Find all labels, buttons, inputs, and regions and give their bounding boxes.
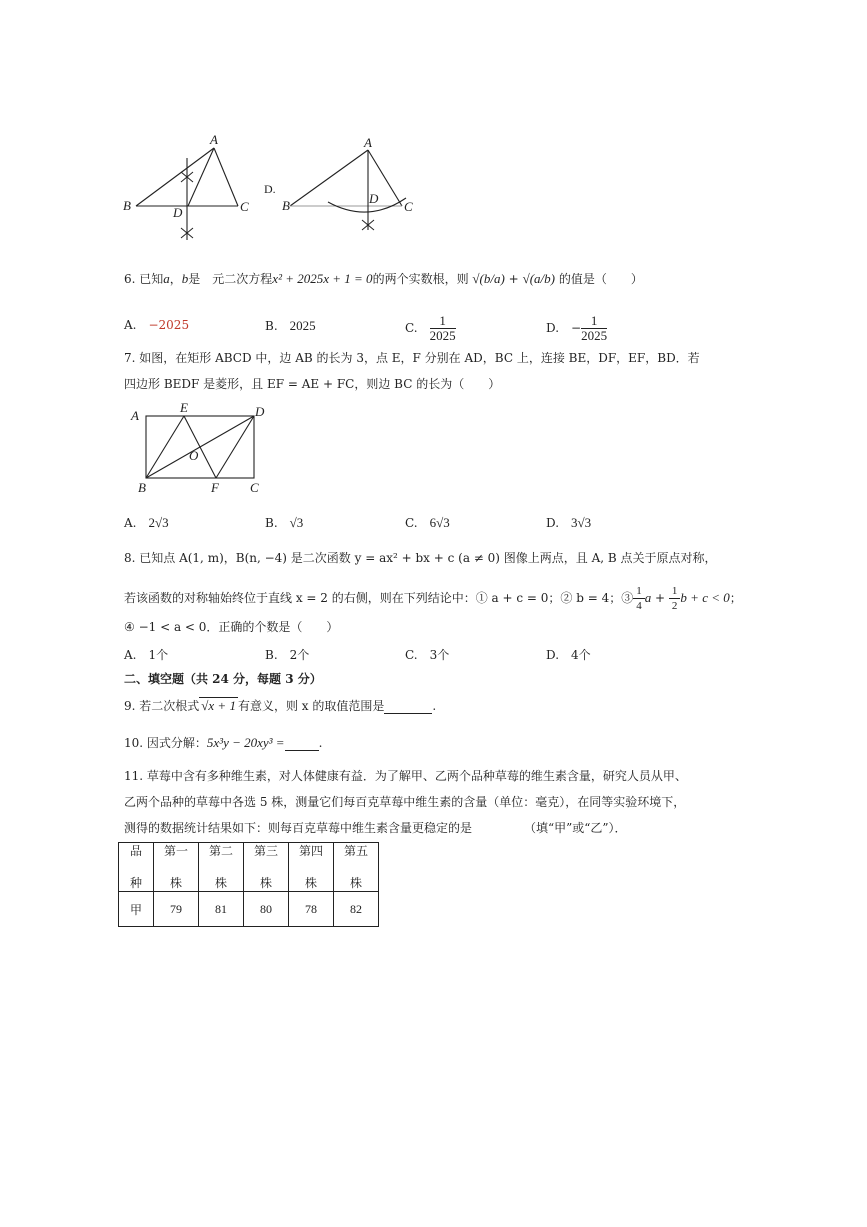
vertex-b-label: B <box>123 198 131 213</box>
q8-line-2-pre: 若该函数的对称轴始终位于直线 x = 2 的右侧，则在下列结论中：① a + c = 0；② b = 4；③ <box>124 591 634 605</box>
question-8-line-3: ④ −1 < a < 0．正确的个数是（ ） <box>124 620 339 634</box>
table-cell: 78 <box>289 892 334 927</box>
q6-mid: 是 元二次方程 <box>188 272 273 286</box>
rect-b-label: B <box>138 480 146 495</box>
option-d-label: D. <box>264 182 276 196</box>
q7-rectangle-figure <box>126 400 276 500</box>
q10-pre: 10. 因式分解： <box>124 736 207 750</box>
q8-option-a[interactable]: A. 1个 <box>124 648 169 662</box>
q11-line-3-post: （填“甲”或“乙”）． <box>524 821 627 835</box>
vertex-a-label: A <box>364 136 372 150</box>
q6-sqrt-expr-2: √(a/b) <box>522 271 555 286</box>
q5-figure-c <box>118 128 258 248</box>
q5-figure-d <box>280 136 420 236</box>
q6-prefix: 6. 已知 <box>124 272 164 286</box>
q8-quarter-fraction: $\frac{1}{4}$ <box>633 584 645 613</box>
rect-f-label: F <box>211 480 219 495</box>
question-8-line-2: 若该函数的对称轴始终位于直线 x = 2 的右侧，则在下列结论中：① a + c = 0；② b = 4；③ $\frac{1}{4}$ a + $\frac{1}{2}$ b + c < 0； <box>124 585 742 612</box>
q6-option-c[interactable]: C. $\frac{1}{2025}$ <box>405 313 456 343</box>
table-cell: 甲 <box>119 892 154 927</box>
q8-option-c[interactable]: C. 3个 <box>405 648 450 662</box>
vertex-d-label: D <box>173 205 183 220</box>
q6-suffix: 的值是（ ） <box>558 272 643 286</box>
q6-var-b: b <box>181 271 189 286</box>
table-cell: 82 <box>334 892 379 927</box>
q6-option-b[interactable]: B. 2025 <box>265 318 316 333</box>
q9-pre: 9. 若二次根式 <box>124 699 200 713</box>
q6-plus: + <box>508 272 519 286</box>
table-header-cell: 第一 株 <box>154 843 199 892</box>
vertex-b-label: B <box>282 198 290 213</box>
rect-a-label: A <box>131 408 139 423</box>
q6-equation: x² + 2025x + 1 = 0 <box>272 271 373 286</box>
question-7-line-1: 7. 如图，在矩形 ABCD 中，边 AB 的长为 3，点 E，F 分别在 AD，BC 上，连接 BE，DF，EF，BD．若 <box>124 351 700 365</box>
q10-answer-blank[interactable] <box>285 738 319 751</box>
q6-option-a[interactable]: A. −2025 <box>124 318 190 332</box>
table-header-cell: 第五 株 <box>334 843 379 892</box>
q6-var-a: a <box>163 271 170 286</box>
vertex-d-label: D <box>369 191 379 206</box>
q11-line-3-pre: 测得的数据统计结果如下：则每百克草莓中维生素含量更稳定的是 <box>124 821 473 835</box>
section-fill-in-title: 二、填空题（共 24 分，每题 3 分） <box>124 672 322 686</box>
q7-option-b[interactable]: B. √3 <box>265 515 304 530</box>
vertex-c-label: C <box>240 199 249 214</box>
q8-half-fraction: $\frac{1}{2}$ <box>669 584 681 613</box>
table-row <box>119 892 379 927</box>
q9-answer-blank[interactable] <box>384 701 432 714</box>
question-11-line-3 <box>124 820 627 836</box>
q7-option-d[interactable]: D. 3√3 <box>546 515 592 530</box>
q7-option-c[interactable]: C. 6√3 <box>405 515 450 530</box>
question-6-stem <box>124 271 643 287</box>
vertex-c-label: C <box>404 199 413 214</box>
q6-sqrt-expr-1: √(b/a) <box>472 271 505 286</box>
table-cell: 81 <box>199 892 244 927</box>
question-7-line-2: 四边形 BEDF 是菱形，且 EF = AE + FC，则边 BC 的长为（ ） <box>124 377 501 391</box>
q8-option-d[interactable]: D. 4个 <box>546 648 591 662</box>
q8-option-b[interactable]: B. 2个 <box>265 648 310 662</box>
q10-expression: 5x³y − 20xy³ = <box>206 735 285 750</box>
question-10 <box>124 735 322 751</box>
rect-c-label: C <box>250 480 259 495</box>
vitamin-data-table <box>118 842 379 927</box>
table-cell: 79 <box>154 892 199 927</box>
question-8-line-1: 8. 已知点 A(1, m)，B(n, −4) 是二次函数 y = ax² + bx + c (a ≠ 0) 图像上两点，且 A, B 点关于原点对称， <box>124 551 717 565</box>
q8-line-2-post: ； <box>729 591 742 605</box>
table-cell: 80 <box>244 892 289 927</box>
table-header-cell: 第四 株 <box>289 843 334 892</box>
q6-sep: ， <box>169 272 182 286</box>
rect-o-label: O <box>189 448 199 463</box>
question-11-line-2: 乙两个品种的草莓中各选 5 株，测量它们每百克草莓中维生素的含量（单位：毫克），在同等实验环境下， <box>124 795 686 809</box>
table-header-cell: 第二 株 <box>199 843 244 892</box>
q10-end: . <box>318 736 323 750</box>
rect-d-label: D <box>255 404 265 419</box>
question-11-line-1: 11. 草莓中含有多种维生素，对人体健康有益．为了解甲、乙两个品种草莓的维生素含量，研究人员从甲、 <box>124 769 687 783</box>
q9-radicand: √x + 1 <box>201 698 236 713</box>
q9-post: 有意义，则 x 的取值范围是 <box>237 699 385 713</box>
q9-end: . <box>432 699 437 713</box>
q6-after-eq: 的两个实数根，则 <box>372 272 469 286</box>
rect-e-label: E <box>180 400 188 415</box>
q6-option-d[interactable]: D. − $\frac{1}{2025}$ <box>546 313 608 343</box>
question-9 <box>124 698 436 714</box>
q7-option-a[interactable]: A. 2√3 <box>124 515 169 530</box>
table-header-cell: 品 种 <box>119 843 154 892</box>
vertex-a-label: A <box>210 132 218 147</box>
table-header-row <box>119 843 379 892</box>
table-header-cell: 第三 株 <box>244 843 289 892</box>
